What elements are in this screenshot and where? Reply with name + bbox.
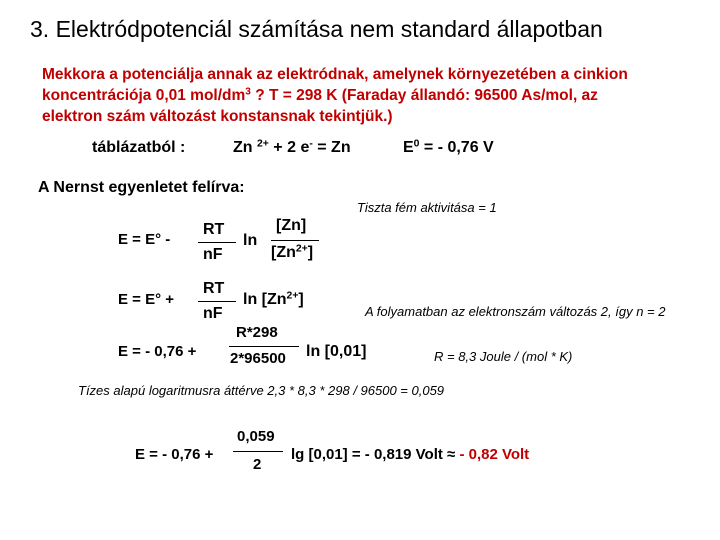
eq1-frac-bar [271,240,319,241]
eq2-ln-a: ln [Zn [243,291,287,308]
eq1-lhs: E = E° - [118,231,171,248]
eq4-result-line [291,446,529,463]
eq1-ln: ln [243,232,258,249]
eq4-denominator: 2 [253,456,262,473]
page-title: 3. Elektródpotenciál számítása nem standard állapotban [30,16,603,42]
reaction-part-a: Zn [233,139,257,156]
e0-symbol: E [403,139,414,156]
reaction-charge: 2+ [257,138,269,150]
problem-line-3: elektron szám változást konstansnak tekintjük.) [42,108,393,125]
eq1-fraction-bar [198,242,236,243]
e0-value: = - 0,76 V [419,139,494,156]
eq2-lhs: E = E° + [118,291,175,308]
reaction-electron-charge: - [309,138,313,150]
eq1-frac-den-b: ] [307,244,314,261]
problem-line-1: Mekkora a potenciálja annak az elektródnak, amelynek környezetében a cinkion [42,66,628,83]
eq1-frac-den-sup: 2+ [295,243,308,255]
note-log: Tízes alapú logaritmusra áttérve 2,3 * 8,3 * 298 / 96500 = 0,059 [78,383,445,398]
eq4-numerator: 0,059 [237,428,275,445]
note-pure-metal: Tiszta fém aktivitása = 1 [357,200,497,215]
note-n: A folyamatban az elektronszám változás 2, így n = 2 [365,304,666,319]
eq4-fraction-bar [233,451,283,452]
eq4-lhs: E = - 0,76 + [135,446,214,463]
final-result: - 0,82 Volt [459,446,530,463]
reaction-part-c: = Zn [312,139,351,156]
note-r: R = 8,3 Joule / (mol * K) [434,349,573,364]
eq3-denominator: 2*96500 [230,350,286,367]
table-label: táblázatból : [92,139,186,156]
eq2-ln-sup: 2+ [286,290,299,302]
problem-statement [42,64,628,127]
eq2-numerator: RT [203,280,225,297]
problem-line-2-text: koncentrációja 0,01 mol/dm [42,87,246,104]
eq3-ln: ln [0,01] [306,343,367,360]
problem-line-2-rest: ? T = 298 K (Faraday állandó: 96500 As/mol, az [250,87,598,104]
eq3-fraction-bar [229,346,299,347]
eq1-denominator: nF [203,246,223,263]
eq4-lg: lg [0,01] = - 0,819 Volt ≈ [291,446,460,463]
half-reaction [233,139,351,157]
eq2-ln-b: ] [298,291,304,308]
eq2-ln [243,291,304,309]
eq1-frac-den-a: [Zn [271,244,296,261]
eq1-numerator: RT [203,221,225,238]
reaction-part-b: + 2 e [268,139,310,156]
eq2-fraction-bar [198,301,236,302]
eq3-numerator: R*298 [236,324,278,341]
eq1-frac-numerator: [Zn] [276,217,307,234]
nernst-heading: A Nernst egyenletet felírva: [38,179,245,196]
standard-potential [403,139,494,157]
eq3-lhs: E = - 0,76 + [118,343,197,360]
eq2-denominator: nF [203,305,223,322]
eq1-frac-denominator [271,244,313,262]
problem-line-2 [42,85,628,106]
e0-sup: 0 [413,138,420,150]
problem-line-2-sup: 3 [245,86,251,98]
